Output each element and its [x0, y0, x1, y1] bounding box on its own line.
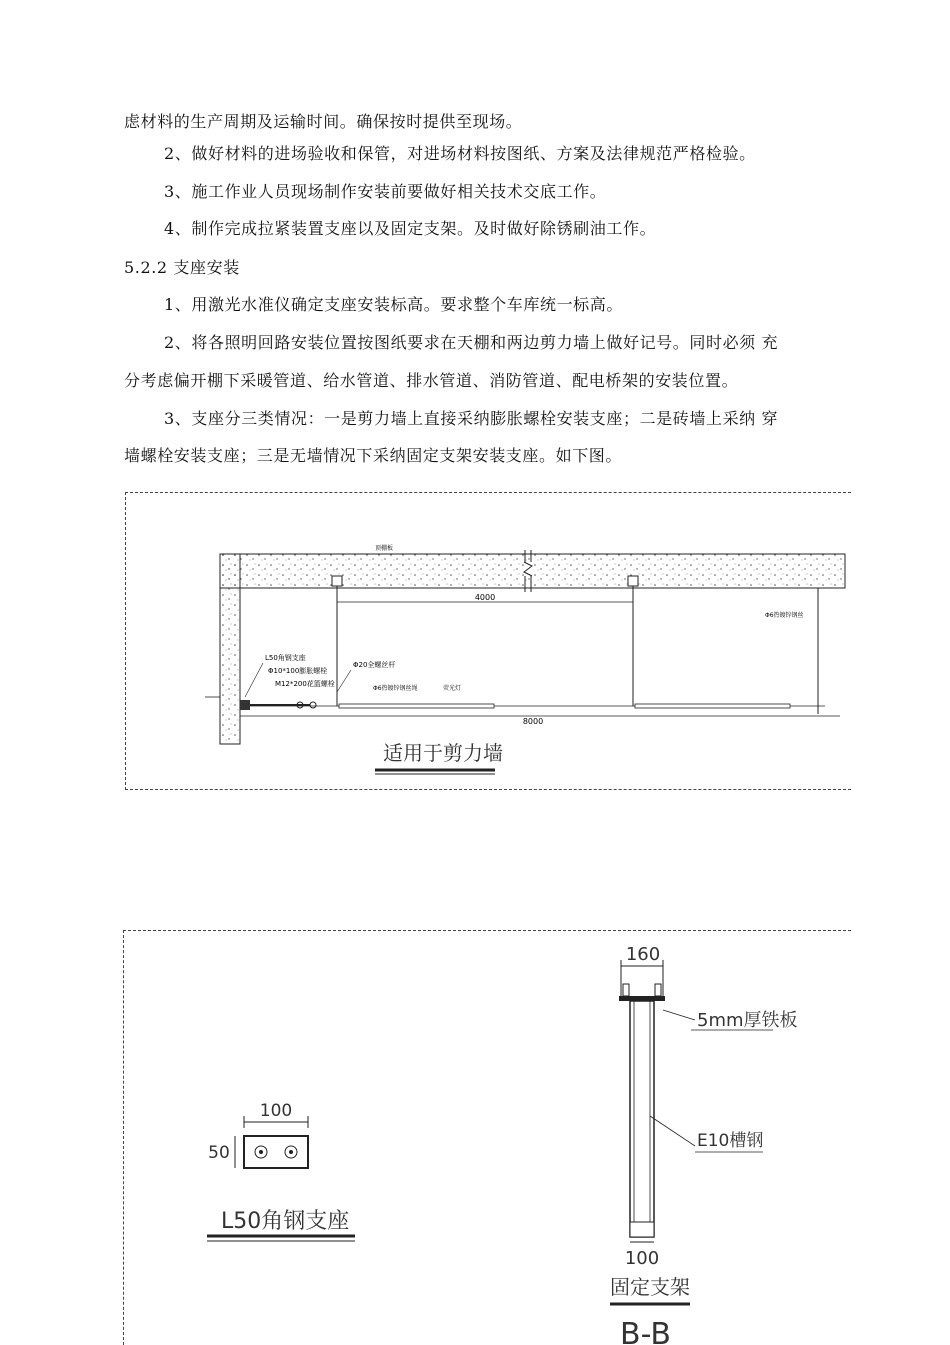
stand-dim-top: 160 — [625, 944, 661, 965]
paragraph-4: 4、制作完成拉紧装置支座以及固定支架。及时做好除锈刷油工作。 — [164, 219, 657, 238]
paragraph-7a: 3、支座分三类情况：一是剪力墙上直接采纳膨胀螺栓安装支座；二是砖墙上采纳 穿 — [164, 409, 779, 428]
shear-wall — [220, 554, 240, 744]
label-bolt1: Φ10*100膨胀螺栓 — [268, 667, 328, 675]
paragraph-7b: 墙螺栓安装支座；三是无墙情况下采纳固定支架安装支座。如下图。 — [124, 446, 623, 465]
l50-dim-w: 100 — [259, 1101, 293, 1121]
l50-dim-h: 50 — [208, 1143, 230, 1163]
label-lamp: 荧光灯 — [443, 685, 462, 692]
stand-dim-bottom: 100 — [624, 1248, 660, 1269]
paragraph-6a: 2、将各照明回路安装位置按图纸要求在天棚和两边剪力墙上做好记号。同时必须 充 — [164, 333, 779, 352]
hanger-box-2 — [628, 576, 638, 586]
stand-channel-label: E10槽钢 — [697, 1131, 764, 1151]
dim-8000: 8000 — [522, 717, 544, 726]
l50-caption: L50角钢支座 — [221, 1209, 350, 1234]
paragraph-5: 1、用激光水准仪确定支座安装标高。要求整个车库统一标高。 — [164, 295, 623, 314]
l50-bracket — [207, 1101, 355, 1241]
figure2-drawing — [123, 930, 850, 1344]
paragraph-2: 2、做好材料的进场验收和保管，对进场材料按图纸、方案及法律规范严格检验。 — [164, 144, 756, 163]
lamp-1 — [339, 704, 494, 708]
ceiling-label: 顶棚板 — [375, 545, 394, 552]
section-heading: 5.2.2 支座安装 — [124, 258, 240, 277]
label-l50: L50角钢支座 — [265, 654, 306, 662]
stand-section: B-B — [620, 1317, 671, 1344]
label-wire: Φ6热镀锌钢丝绳 — [373, 685, 418, 692]
hanger-box-1 — [332, 576, 342, 586]
lamp-2 — [635, 704, 790, 708]
label-right: Φ6热镀锌钢丝 — [765, 612, 804, 619]
stand-caption: 固定支架 — [610, 1275, 690, 1299]
stand-plate-label: 5mm厚铁板 — [697, 1010, 798, 1031]
figure1-drawing — [125, 492, 850, 788]
label-bolt2: M12*200花篮螺栓 — [275, 680, 335, 688]
fixed-stand — [610, 944, 798, 1344]
label-rod: Φ20全螺丝杆 — [353, 661, 396, 669]
figure1-caption: 适用于剪力墙 — [383, 741, 503, 765]
ceiling-slab — [220, 554, 845, 588]
paragraph-6b: 分考虑偏开棚下采暖管道、给水管道、排水管道、消防管道、配电桥架的安装位置。 — [124, 371, 739, 390]
paragraph-3: 3、施工作业人员现场制作安装前要做好相关技术交底工作。 — [164, 182, 607, 201]
dim-4000: 4000 — [474, 593, 496, 602]
paragraph-1: 虑材料的生产周期及运输时间。确保按时提供至现场。 — [124, 112, 523, 131]
